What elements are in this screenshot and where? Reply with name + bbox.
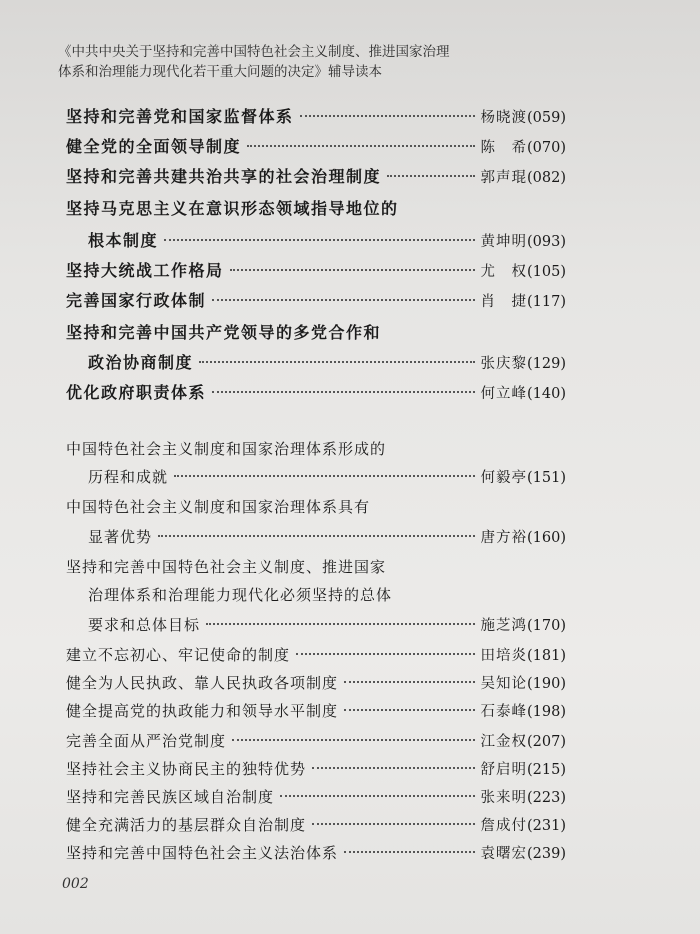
toc-page: (093) xyxy=(527,234,566,250)
leader-dots xyxy=(212,391,474,393)
toc-author: 唐方裕 xyxy=(480,530,527,546)
toc-entry xyxy=(88,350,566,380)
toc-entry xyxy=(66,842,566,872)
toc-title: 政治协商制度 xyxy=(88,353,194,372)
toc-page: (207) xyxy=(527,734,566,750)
toc-page: (070) xyxy=(527,140,566,156)
toc-author: 何立峰 xyxy=(480,386,527,402)
toc-entry xyxy=(66,672,566,702)
header-line-1: 《中共中央关于坚持和完善中国特色社会主义制度、推进国家治理 xyxy=(58,44,450,60)
toc-author: 田培炎 xyxy=(480,648,527,664)
toc-page: (140) xyxy=(527,386,566,402)
toc-author: 黄坤明 xyxy=(480,234,527,250)
toc-title: 要求和总体目标 xyxy=(88,616,201,634)
leader-dots xyxy=(312,823,474,825)
leader-dots xyxy=(247,145,474,147)
toc-entry xyxy=(88,526,566,556)
toc-entry xyxy=(66,164,566,194)
toc-title-line: 中国特色社会主义制度和国家治理体系具有 xyxy=(66,498,371,516)
toc-page: (170) xyxy=(527,618,566,634)
toc-entry xyxy=(88,228,566,258)
toc-author: 郭声琨 xyxy=(480,170,527,186)
toc-author: 石泰峰 xyxy=(480,704,527,720)
toc-entry xyxy=(66,814,566,844)
leader-dots xyxy=(296,653,474,655)
toc-title: 历程和成就 xyxy=(88,468,169,486)
leader-dots xyxy=(312,767,474,769)
toc-entry xyxy=(66,258,566,288)
toc-title-line: 坚持马克思主义在意识形态领域指导地位的 xyxy=(66,199,399,218)
toc-entry xyxy=(66,380,566,410)
toc-entry xyxy=(88,466,566,496)
toc-title: 健全为人民执政、靠人民执政各项制度 xyxy=(66,674,339,692)
toc-author: 舒启明 xyxy=(480,762,527,778)
toc-author: 肖 捷 xyxy=(480,294,527,310)
toc-author: 张庆黎 xyxy=(480,356,527,372)
leader-dots xyxy=(199,361,474,363)
leader-dots xyxy=(232,739,474,741)
toc-entry xyxy=(66,786,566,816)
toc-page: (239) xyxy=(527,846,566,862)
toc-page: (105) xyxy=(527,264,566,280)
toc-page: (059) xyxy=(527,110,566,126)
toc-author: 袁曙宏 xyxy=(480,846,527,862)
toc-page: (181) xyxy=(527,648,566,664)
toc-page: (129) xyxy=(527,356,566,372)
toc-title: 坚持大统战工作格局 xyxy=(66,261,224,280)
leader-dots xyxy=(344,851,474,853)
toc-author: 詹成付 xyxy=(480,818,527,834)
toc-title: 坚持社会主义协商民主的独特优势 xyxy=(66,760,307,778)
toc-title: 完善国家行政体制 xyxy=(66,291,207,310)
toc-entry xyxy=(88,614,566,644)
toc-entry xyxy=(66,758,566,788)
toc-author: 吴知论 xyxy=(480,676,527,692)
toc-title: 坚持和完善中国特色社会主义法治体系 xyxy=(66,844,339,862)
toc-page: (198) xyxy=(527,704,566,720)
toc-entry xyxy=(66,134,566,164)
toc-page: (223) xyxy=(527,790,566,806)
toc-page: (190) xyxy=(527,676,566,692)
toc-title-line: 治理体系和治理能力现代化必须坚持的总体 xyxy=(88,586,393,604)
toc-author: 张来明 xyxy=(480,790,527,806)
toc-title: 优化政府职责体系 xyxy=(66,383,207,402)
toc-title-line: 坚持和完善中国共产党领导的多党合作和 xyxy=(66,323,382,342)
toc-author: 杨晓渡 xyxy=(480,110,527,126)
toc-title-line: 坚持和完善中国特色社会主义制度、推进国家 xyxy=(66,558,387,576)
toc-title: 健全提高党的执政能力和领导水平制度 xyxy=(66,702,339,720)
toc-title: 坚持和完善党和国家监督体系 xyxy=(66,107,294,126)
leader-dots xyxy=(387,175,474,177)
toc-page: (082) xyxy=(527,170,566,186)
toc-title-line: 中国特色社会主义制度和国家治理体系形成的 xyxy=(66,440,387,458)
toc-title: 坚持和完善民族区域自治制度 xyxy=(66,788,275,806)
header-line-2: 体系和治理能力现代化若干重大问题的决定》辅导读本 xyxy=(58,64,382,80)
leader-dots xyxy=(344,709,474,711)
toc-page: (117) xyxy=(527,294,566,310)
toc-page: (151) xyxy=(527,470,566,486)
toc-author: 江金权 xyxy=(480,734,527,750)
toc-title: 健全充满活力的基层群众自治制度 xyxy=(66,816,307,834)
toc-author: 尤 权 xyxy=(480,264,527,280)
page-number: 002 xyxy=(62,876,89,892)
leader-dots xyxy=(174,475,474,477)
toc-title: 显著优势 xyxy=(88,528,153,546)
toc-entry xyxy=(66,104,566,134)
toc-entry xyxy=(66,700,566,730)
toc-page: (215) xyxy=(527,762,566,778)
leader-dots xyxy=(344,681,474,683)
leader-dots xyxy=(212,299,474,301)
toc-author: 陈 希 xyxy=(480,140,527,156)
toc-entry xyxy=(66,730,566,760)
toc-title: 坚持和完善共建共治共享的社会治理制度 xyxy=(66,167,382,186)
leader-dots xyxy=(164,239,474,241)
toc-title: 健全党的全面领导制度 xyxy=(66,137,242,156)
leader-dots xyxy=(230,269,475,271)
leader-dots xyxy=(158,535,474,537)
toc-title: 建立不忘初心、牢记使命的制度 xyxy=(66,646,291,664)
toc-title: 根本制度 xyxy=(88,231,159,250)
toc-title: 完善全面从严治党制度 xyxy=(66,732,227,750)
toc-page: (160) xyxy=(527,530,566,546)
toc-author: 施芝鸿 xyxy=(480,618,527,634)
toc-author: 何毅亭 xyxy=(480,470,527,486)
leader-dots xyxy=(206,623,474,625)
toc-entry xyxy=(66,644,566,674)
toc-entry xyxy=(66,288,566,318)
leader-dots xyxy=(280,795,474,797)
toc-page: (231) xyxy=(527,818,566,834)
leader-dots xyxy=(300,115,475,117)
